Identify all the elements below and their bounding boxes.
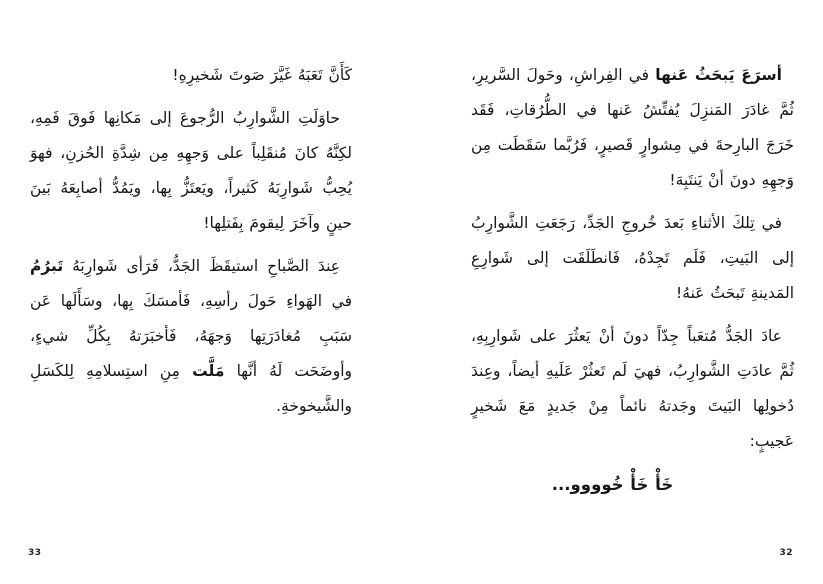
text-segment-bold: تَبرُمُ bbox=[30, 257, 64, 275]
text-segment: في الفِراشِ، وحَولَ السَّريرِ، ثُمَّ غادَرَ المَنزِلَ يُفتِّشُ عَنها في الطُّرُقاتِ، فَقَد خَرَجَ البارِحةَ في مِشوارٍ قَصيرٍ، فَرُبَّما سَقَطَت مِن وَجهِهِ دونَ أنْ يَنتَبِهَ! bbox=[471, 66, 794, 189]
text-segment: في الهَواءِ حَولَ رأسِهِ، فَأمسَكَ بِها، وسَأَلَها عَن سَبَبِ مُغادَرَتِها وَجهَهُ، فَأخبَرَتهُ بِكُلِّ شيءٍ، وأوضَحَت لَهُ أنَّها bbox=[30, 292, 352, 380]
paragraph bbox=[30, 249, 352, 424]
text-segment: في تِلكَ الأثناءِ بَعدَ خُروجِ الجَدِّ، رَجَعَتِ الشَّوارِبُ إلى البَيتِ، فَلَم تَجِدْهُ، فَانطَلَقَت إلى شَوارِعِ المَدينةِ تَبحَثُ عَنهُ! bbox=[471, 214, 794, 302]
paragraph bbox=[471, 319, 794, 459]
right-page-text-column bbox=[471, 58, 794, 510]
paragraph bbox=[471, 206, 794, 311]
paragraph bbox=[30, 101, 352, 241]
text-segment-bold: مَلَّت bbox=[192, 362, 225, 380]
paragraph-ending-line bbox=[30, 58, 352, 93]
left-page-number: 33 bbox=[28, 548, 42, 558]
text-segment: مِنِ استِسلامِهِ لِلكَسَلِ والشَّيخوخةِ. bbox=[30, 362, 352, 415]
right-page-number: 32 bbox=[779, 548, 793, 558]
text-segment-bold: خَأْ خَأْ خُوووو... bbox=[551, 475, 674, 494]
text-segment: حاوَلَتِ الشَّوارِبُ الرُّجوعَ إلى مَكانِها فَوقَ فَمِهِ، لكِنَّهُ كانَ مُنقَلِباً على وَجهِهِ مِن شِدَّةِ الحُزنِ، فهوَ يُحِبُّ شَوارِبَهُ كَثيراً، ويَعتَزُّ بِها، ويَمُدُّ أصابِعَهُ بَينَ حينٍ وآخَرَ لِيقومَ بِفَتلِها! bbox=[30, 109, 352, 232]
paragraph bbox=[471, 58, 794, 198]
text-segment: كَأَنَّ تَعَبَهُ غَيَّرَ صَوتَ شَخيرِهِ! bbox=[172, 66, 352, 84]
text-segment-bold: أسرَعَ يَبحَثُ عَنها bbox=[655, 66, 782, 84]
snore-sound-line bbox=[471, 467, 794, 502]
text-segment: عادَ الجَدُّ مُتعَباً جِدّاً دونَ أنْ يَعثُرَ على شَوارِبِهِ، ثُمَّ عادَتِ الشَّوارِبُ، فهيَ لَم تَعثُرْ عَلَيهِ أيضاً، وعِندَ دُخولِها البَيتَ وجَدتهُ نائماً مِنْ جَديدٍ مَعَ شَخيرٍ عَجيبٍ: bbox=[471, 327, 794, 450]
left-page-text-column bbox=[30, 58, 352, 432]
text-segment: عِندَ الصَّباحِ استيقَظَ الجَدُّ، فَرَأى شَوارِبَهُ bbox=[63, 257, 340, 275]
